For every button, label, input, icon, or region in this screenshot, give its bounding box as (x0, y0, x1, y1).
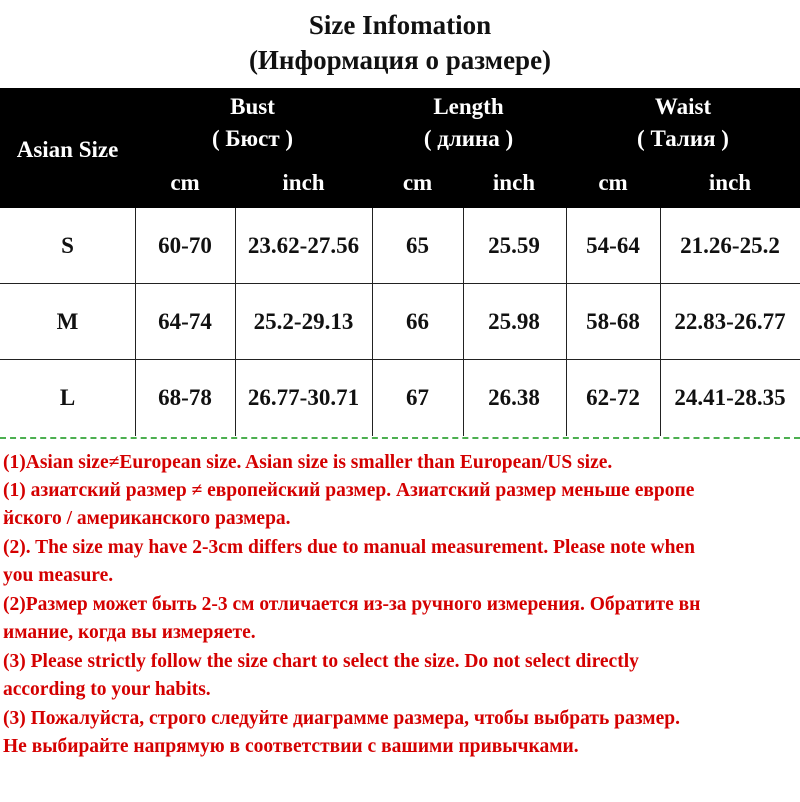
cell-waist-cm: 58-68 (586, 308, 640, 334)
table-row (0, 360, 800, 435)
cell-length-cm: 66 (406, 308, 429, 334)
cell-length-inch: 25.98 (488, 308, 540, 334)
cell-waist-inch: 22.83-26.77 (674, 308, 786, 334)
header-bust-cm: cm (170, 170, 200, 195)
cell-length-cm: 65 (406, 232, 429, 258)
header-waist-inch: inch (708, 170, 752, 195)
column-divider (660, 208, 661, 436)
table-row (0, 208, 800, 284)
header-bust-inch: inch (282, 170, 325, 195)
note-line: according to your habits. (3, 679, 211, 700)
column-divider (566, 208, 567, 436)
size-table-body (0, 208, 800, 435)
cell-length-inch: 26.38 (488, 384, 540, 410)
note-line: you measure. (3, 565, 114, 586)
cell-size: M (56, 308, 79, 334)
header-asian-size: Asian Size (16, 137, 119, 162)
page-title: Size Infomation (308, 10, 492, 40)
cell-bust-cm: 68-78 (158, 384, 212, 410)
cell-waist-cm: 62-72 (586, 384, 640, 410)
cell-bust-inch: 26.77-30.71 (247, 384, 360, 410)
note-line: (1) азиатский размер ≠ европейский размер. Азиатский размер меньше европе (3, 480, 695, 501)
notes-section (0, 437, 800, 802)
note-line: (3) Please strictly follow the size chart to select the size. Do not select directly (3, 651, 639, 672)
note-line: имание, когда вы измеряете. (3, 622, 256, 643)
column-divider (463, 208, 464, 436)
cell-size: L (59, 384, 76, 410)
cell-bust-inch: 25.2-29.13 (253, 308, 354, 334)
table-row (0, 284, 800, 360)
note-line: йского / американского размера. (3, 508, 291, 529)
note-line: (3) Пожалуйста, строго следуйте диаграмме размера, чтобы выбрать размер. (3, 708, 680, 729)
header-waist: Waist (654, 94, 712, 119)
cell-length-cm: 67 (406, 384, 429, 410)
column-divider (235, 208, 236, 436)
header-length-inch: inch (492, 170, 536, 195)
note-line: (2). The size may have 2-3cm differs due to manual measurement. Please note when (3, 537, 695, 558)
cell-waist-inch: 21.26-25.2 (680, 232, 780, 258)
header-waist-cm: cm (598, 170, 628, 195)
header-length-cm: cm (402, 170, 433, 195)
cell-waist-cm: 54-64 (586, 232, 640, 258)
header-bust: Bust (230, 94, 275, 119)
cell-size: S (61, 232, 74, 258)
page-subtitle: (Информация о размере) (248, 45, 552, 75)
cell-bust-cm: 60-70 (158, 232, 212, 258)
table-header (0, 88, 800, 208)
column-divider (372, 208, 373, 436)
cell-waist-inch: 24.41-28.35 (674, 384, 786, 410)
header-waist-sub: ( Талия ) (637, 126, 729, 151)
cell-length-inch: 25.59 (488, 232, 540, 258)
header-bust-sub: ( Бюст ) (211, 126, 294, 151)
note-line: (1)Asian size≠European size. Asian size is smaller than European/US size. (3, 452, 613, 473)
note-line: Не выбирайте напрямую в соответствии с вашими привычками. (3, 736, 579, 757)
column-divider (135, 208, 136, 436)
cell-bust-cm: 64-74 (158, 308, 212, 334)
cell-bust-inch: 23.62-27.56 (247, 232, 360, 258)
header-length: Length (433, 94, 504, 119)
note-line: (2)Размер может быть 2-3 см отличается из-за ручного измерения. Обратите вн (3, 594, 701, 615)
header-length-sub: ( длина ) (423, 126, 514, 151)
